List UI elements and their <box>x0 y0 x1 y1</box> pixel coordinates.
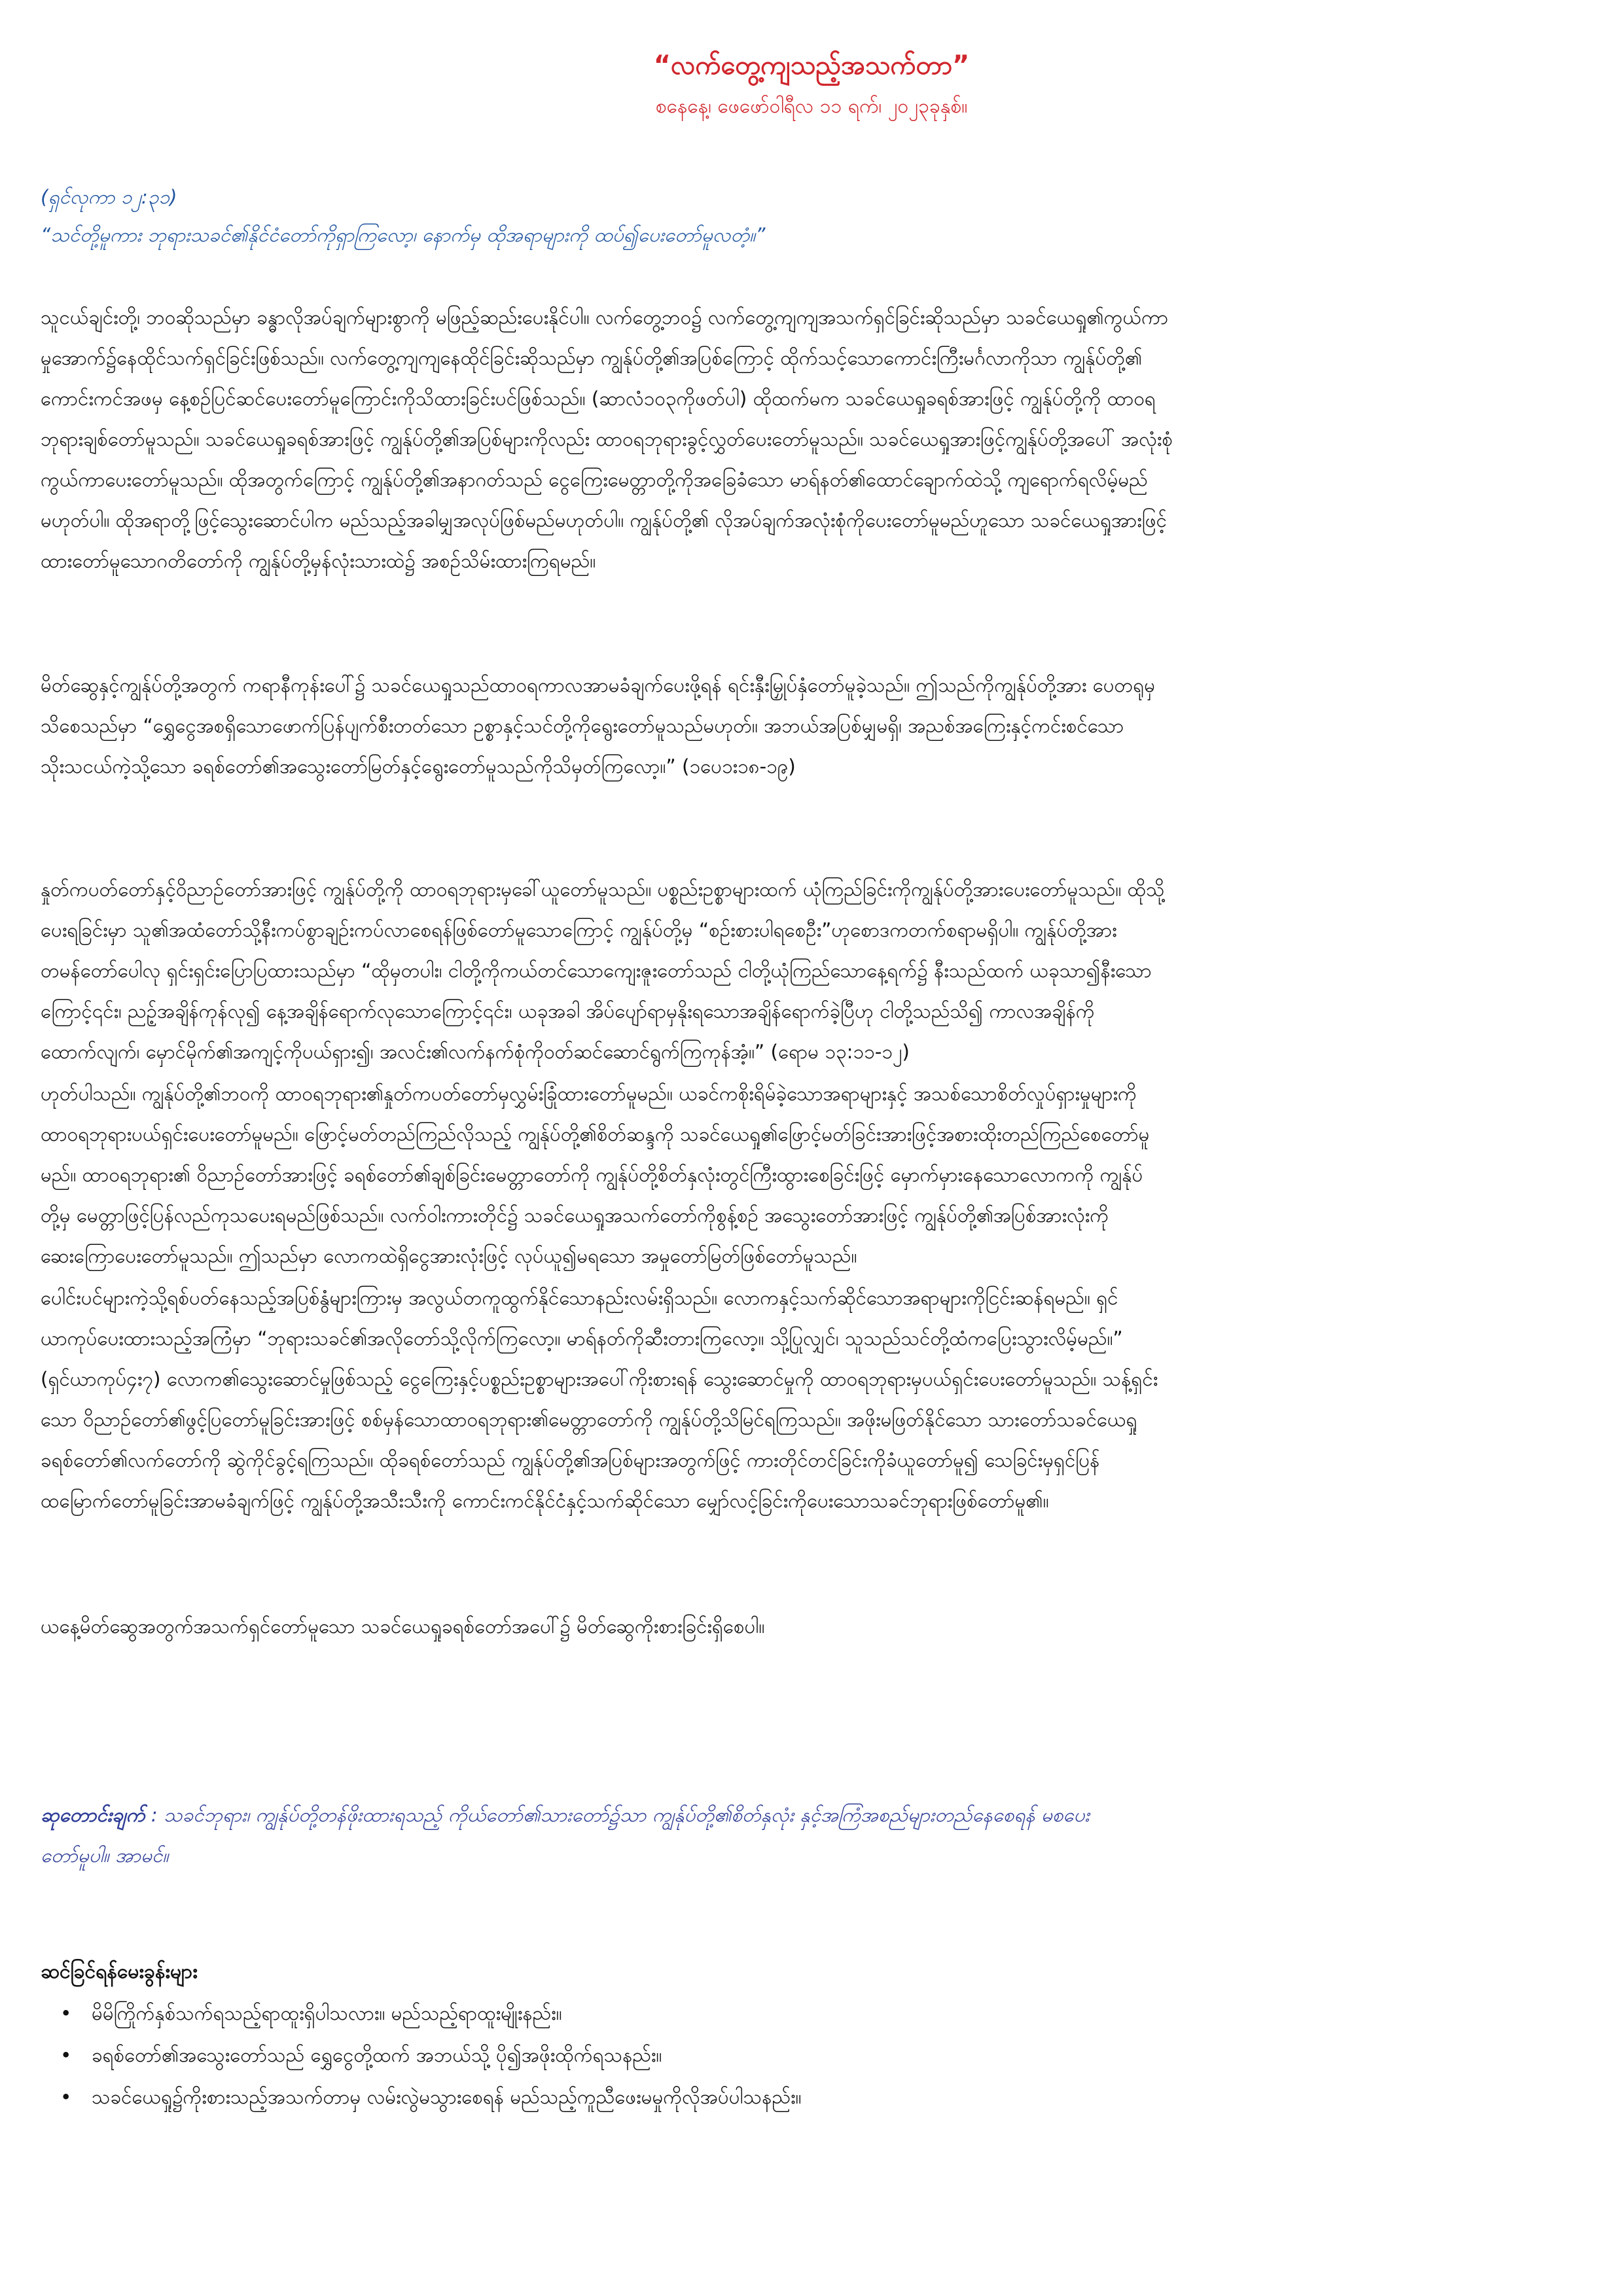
body-paragraph-5 <box>41 1278 1582 1602</box>
paragraph-line: ဆေးကြောပေးတော်မူသည်။ ဤသည်မှာ လောကထဲရှိငွေအားလုံးဖြင့် လုပ်ယူ၍မရသော အမှုတော်မြတ်ဖြစ်တော်မူသည်။ <box>41 1245 857 1267</box>
question-item <box>41 1992 801 2034</box>
paragraph-line: မည်။ ထာဝရဘုရား၏ ဝိညာဉ်တော်အားဖြင့် ခရစ်တော်၏ချစ်ခြင်းမေတ္တာတော်ကို ကျွန်ုပ်တို့စိတ်နှလုံးတွင်ကြီးထွားစေခြင်းဖြင့် မှောက်မှားနေသောလောကကို ကျွန်ုပ် <box>41 1164 1143 1186</box>
page-date: စနေနေ့၊ ဖေဖော်ဝါရီလ ၁၁ ရက်၊ ၂၀၂၃ခုနှစ်။ <box>655 95 968 118</box>
paragraph-line: ထမြောက်တော်မူခြင်းအာမခံချက်ဖြင့် ကျွန်ုပ်တို့အသီးသီးကို ကောင်းကင်နိုင်ငံနှင့်သက်ဆိုင်သော မျှော်လင့်ခြင်းကိုပေးသောသခင်ဘုရားဖြစ်တော်မူ၏။ <box>41 1490 1049 1512</box>
question-text: ခရစ်တော်၏အသွေးတော်သည် ရွှေငွေတို့ထက် အဘယ်သို့ ပို၍အဖိုးထိုက်ရသနည်း။ <box>92 2044 662 2066</box>
verse-reference: (ရှင်လုကာ ၁၂:၃၁) <box>41 186 177 208</box>
bullet-icon: • <box>60 2044 72 2066</box>
questions-heading: ဆင်ခြင်ရန်မေးခွန်းများ <box>41 1960 198 1983</box>
paragraph-line: ထောက်လျက်၊ မှောင်မိုက်၏အကျင့်ကိုပယ်ရှား၍၊ အလင်း၏လက်နက်စုံကိုဝတ်ဆင်ဆောင်ရွက်ကြကုန်အံ့။” (ရောမ ၁၃:၁၁-၁၂) <box>41 1041 910 1063</box>
prayer-text-continued: တော်မူပါ။ အာမင်။ <box>41 1844 169 1867</box>
paragraph-line: ယာကုပ်ပေးထားသည့်အကြံမှာ “ဘုရားသခင်၏အလိုတော်သို့လိုက်ကြလော့။ မာရ်နတ်ကိုဆီးတားကြလော့။ သို့ပြုလျှင်၊ သူသည်သင်တို့ထံကပြေးသွားလိမ့်မည်။” <box>41 1327 1123 1350</box>
paragraph-line: ပေါင်းပင်များကဲ့သို့ရစ်ပတ်နေသည့်အပြစ်နွံများကြားမှ အလွယ်တကူထွက်နိုင်သောနည်းလမ်းရှိသည်။ လောကနှင့်သက်ဆိုင်သောအရာများကိုငြင်းဆန်ရမည်။ ရှင် <box>41 1287 1118 1309</box>
paragraph-line: ထားတော်မူသောဂတိတော်ကို ကျွန်ုပ်တို့မှန်လုံးသားထဲ၌ အစဉ်သိမ်းထားကြရမည်။ <box>41 550 596 572</box>
question-text: မိမိကြိုက်နှစ်သက်ရသည့်ရာထူးရှိပါသလား။ မည်သည့်ရာထူးမျိုးနည်း။ <box>92 2002 562 2024</box>
prayer-text: : သခင်ဘုရား၊ ကျွန်ုပ်တို့တန်ဖိုးထားရသည့် ကိုယ်တော်၏သားတော်၌သာ ကျွန်ုပ်တို့၏စိတ်နှလုံး နှင့်အကြံအစည်များတည်နေစေရန် မစပေး <box>145 1804 1090 1826</box>
prayer-line-1 <box>41 1795 1582 1835</box>
paragraph-line: သိစေသည်မှာ “ရွှေငွေအစရှိသောဖောက်ပြန်ပျက်စီးတတ်သော ဥစ္စာနှင့်သင်တို့ကိုရွေးတော်မူသည်မဟုတ်။ အဘယ်အပြစ်မျှမရှိ၊ အညစ်အကြေးနှင့်ကင်းစင်သော <box>41 715 1124 737</box>
bullet-icon: • <box>60 2002 72 2024</box>
paragraph-line: ဟုတ်ပါသည်။ ကျွန်ုပ်တို့၏ဘဝကို ထာဝရဘုရား၏နှုတ်ကပတ်တော်မှလွှမ်းခြုံထားတော်မူမည်။ ယခင်ကစိုးရိမ်ခဲ့သောအရာများနှင့် အသစ်သောစိတ်လှုပ်ရှားမှုများကို <box>41 1083 1137 1105</box>
question-item <box>41 2034 801 2076</box>
paragraph-line: ထာဝရဘုရားပယ်ရှင်းပေးတော်မူမည်။ ဖြောင့်မတ်တည်ကြည်လိုသည့် ကျွန်ုပ်တို့၏စိတ်ဆန္ဒကို သခင်ယေရှု၏ဖြောင့်မတ်ခြင်းအားဖြင့်အစားထိုးတည်ကြည်စေတော်မူ <box>41 1123 1150 1145</box>
prayer-section <box>41 1795 1582 1876</box>
prayer-label: ဆုတောင်းချက် <box>41 1804 145 1826</box>
verse-text: “သင်တို့မူကား ဘုရားသခင်၏နိုင်ငံတော်ကိုရှာကြလော့၊ နောက်မှ ထိုအရာများကို ထပ်၍ပေးတော်မူလတံ့။” <box>41 224 766 246</box>
paragraph-line: နှုတ်ကပတ်တော်နှင့်ဝိညာဉ်တော်အားဖြင့် ကျွန်ုပ်တို့ကို ထာဝရဘုရားမှခေါ်ယူတော်မူသည်။ ပစ္စည်းဥစ္စာများထက် ယုံကြည်ခြင်းကိုကျွန်ုပ်တို့အားပေးတော်မူသည်။ ထိုသို့ <box>41 878 1165 901</box>
paragraph-line: ကွယ်ကာပေးတော်မူသည်။ ထိုအတွက်ကြောင့် ကျွန်ုပ်တို့၏အနာဂတ်သည် ငွေကြေးမေတ္တာတို့ကိုအခြေခံသော မာရ်နတ်၏ထောင်ချောက်ထဲသို့ ကျရောက်ရလိမ့်မည် <box>41 469 1148 491</box>
paragraph-line: ဘုရားချစ်တော်မူသည်။ သခင်ယေရှုခရစ်အားဖြင့် ကျွန်ုပ်တို့၏အပြစ်များကိုလည်း ထာဝရဘုရားခွင့်လွှတ်ပေးတော်မူသည်။ သခင်ယေရှုအားဖြင့်ကျွန်ုပ်တို့အပေါ် အလုံးစုံ <box>41 428 1173 450</box>
paragraph-line: တို့မှ မေတ္တာဖြင့်ပြန်လည်ကုသပေးရမည်ဖြစ်သည်။ လက်ဝါးကားတိုင်၌ သခင်ယေရှုအသက်တော်ကိုစွန့်စဉ် အသွေးတော်အားဖြင့် ကျွန်ုပ်တို့၏အပြစ်အားလုံးကို <box>41 1204 1109 1227</box>
paragraph-line: မိတ်ဆွေနှင့်ကျွန်ုပ်တို့အတွက် ကရာနီကုန်းပေါ်၌ သခင်ယေရှုသည်ထာဝရကာလအာမခံချက်ပေးဖို့ရန် ရင်းနှီးမြှုပ်နှံတော်မူခဲ့သည်။ ဤသည်ကိုကျွန်ုပ်တို့အား ပေတရုမှ <box>41 674 1156 696</box>
body-paragraph-1 <box>41 297 1582 622</box>
scripture-verse <box>41 178 1582 254</box>
paragraph-line: မဟုတ်ပါ။ ထိုအရာတို့ဖြင့်သွေးဆောင်ပါက မည်သည့်အခါမျှအလုပ်ဖြစ်မည်မဟုတ်ပါ။ ကျွန်ုပ်တို့၏ လိုအပ်ချက်အလုံးစုံကိုပေးတော်မူမည်ဟူသော သခင်ယေရှုအားဖြင့် <box>41 509 1167 531</box>
paragraph-line: ယနေ့မိတ်ဆွေအတွက်အသက်ရှင်တော်မူသော သခင်ယေရှုခရစ်တော်အပေါ်၌ မိတ်ဆွေကိုးစားခြင်းရှိစေပါ။ <box>41 1615 765 1638</box>
paragraph-line: သူငယ်ချင်းတို့၊ ဘဝဆိုသည်မှာ ခန္ဓာလိုအပ်ချက်များစွာကို မဖြည့်ဆည်းပေးနိုင်ပါ။ လက်တွေ့ဘဝ၌ လက်တွေ့ကျကျအသက်ရှင်ခြင်းဆိုသည်မှာ သခင်ယေရှု၏ကွယ်ကာ <box>41 306 1169 329</box>
paragraph-line: ကြောင့်၎င်း၊ ညဉ့်အချိန်ကုန်လု၍ နေ့အချိန်ရောက်လုသောကြောင့်၎င်း၊ ယခုအခါ အိပ်ပျော်ရာမှနိုးရသောအချိန်ရောက်ခဲ့ပြီဟု ငါတို့သည်သိ၍ ကာလအချိန်ကို <box>41 1000 1095 1022</box>
bullet-icon: • <box>60 2086 72 2108</box>
question-item <box>41 2076 801 2118</box>
paragraph-line: သိုးသငယ်ကဲ့သို့သော ခရစ်တော်၏အသွေးတော်မြတ်နှင့်ရွေးတော်မူသည်ကိုသိမှတ်ကြလော့။” (၁ပေ၁း၁၈-၁၉) <box>41 755 796 778</box>
paragraph-line: ပေးရခြင်းမှာ သူ၏အထံတော်သို့နီးကပ်စွာချဉ်းကပ်လာစေရန်ဖြစ်တော်မူသောကြောင့် ကျွန်ုပ်တို့မှ “စဉ်းစားပါရစေဦး”ဟုစောဒကတက်စရာမရှိပါ။ ကျွန်ုပ်တို့အား <box>41 919 1117 941</box>
body-paragraph-6 <box>41 1606 1582 1647</box>
paragraph-line: မှုအောက်၌နေထိုင်သက်ရှင်ခြင်းဖြစ်သည်။ လက်တွေ့ကျကျနေထိုင်ခြင်းဆိုသည်မှာ ကျွန်ုပ်တို့၏အပြစ်ကြောင့် ထိုက်သင့်သောကောင်းကြီးမင်္ဂလာကိုသာ ကျွန်ုပ်တို့၏ <box>41 347 1143 369</box>
question-text: သခင်ယေရှု၌ကိုးစားသည့်အသက်တာမှ လမ်းလွဲမသွားစေရန် မည်သည့်ကူညီဖေးမမှုကိုလိုအပ်ပါသနည်း။ <box>92 2086 802 2108</box>
page-title: “လက်တွေ့ကျသည့်အသက်တာ” <box>653 50 970 81</box>
body-paragraph-2 <box>41 665 1582 787</box>
paragraph-line: ခရစ်တော်၏လက်တော်ကို ဆွဲကိုင်ခွင့်ရကြသည်။ ထိုခရစ်တော်သည် ကျွန်ုပ်တို့၏အပြစ်များအတွက်ဖြင့် ကားတိုင်တင်ခြင်းကိုခံယူတော်မူ၍ သေခြင်းမှရှင်ပြန် <box>41 1449 1100 1471</box>
paragraph-line: သော ဝိညာဉ်တော်၏ဖွင့်ပြတော်မူခြင်းအားဖြင့် စစ်မှန်သောထာဝရဘုရား၏မေတ္တာတော်ကို ကျွန်ုပ်တို့သိမြင်ရကြသည်။ အဖိုးမဖြတ်နိုင်သော သားတော်သခင်ယေရှု <box>41 1408 1137 1431</box>
questions-list <box>41 1992 801 2118</box>
paragraph-line: (ရှင်ယာကုပ်၄း၇) လောက၏သွေးဆောင်မှုဖြစ်သည့် ငွေကြေးနှင့်ပစ္စည်းဥစ္စာများအပေါ်ကိုးစားရန် သွေးဆောင်မှုကို ထာဝရဘုရားမှပယ်ရှင်းပေးတော်မူသည်။ သန့်ရှင်း <box>41 1368 1158 1390</box>
paragraph-line: ကောင်းကင်အဖမှ နေ့စဉ်ပြင်ဆင်ပေးတော်မူကြောင်းကိုသိထားခြင်းပင်ဖြစ်သည်။ (ဆာလံ၁၀၃ကိုဖတ်ပါ) ထိုထက်မက သခင်ယေရှုခရစ်အားဖြင့် ကျွန်ုပ်တို့ကို ထာဝရ <box>41 387 1156 410</box>
paragraph-line: တမန်တော်ပေါလု ရှင်းရှင်းပြောပြထားသည်မှာ “ထိုမှတပါး၊ ငါတို့ကိုကယ်တင်သောကျေးဇူးတော်သည် ငါတို့ယုံကြည်သောနေ့ရက်၌ နီးသည်ထက် ယခုသာ၍နီးသော <box>41 960 1152 982</box>
